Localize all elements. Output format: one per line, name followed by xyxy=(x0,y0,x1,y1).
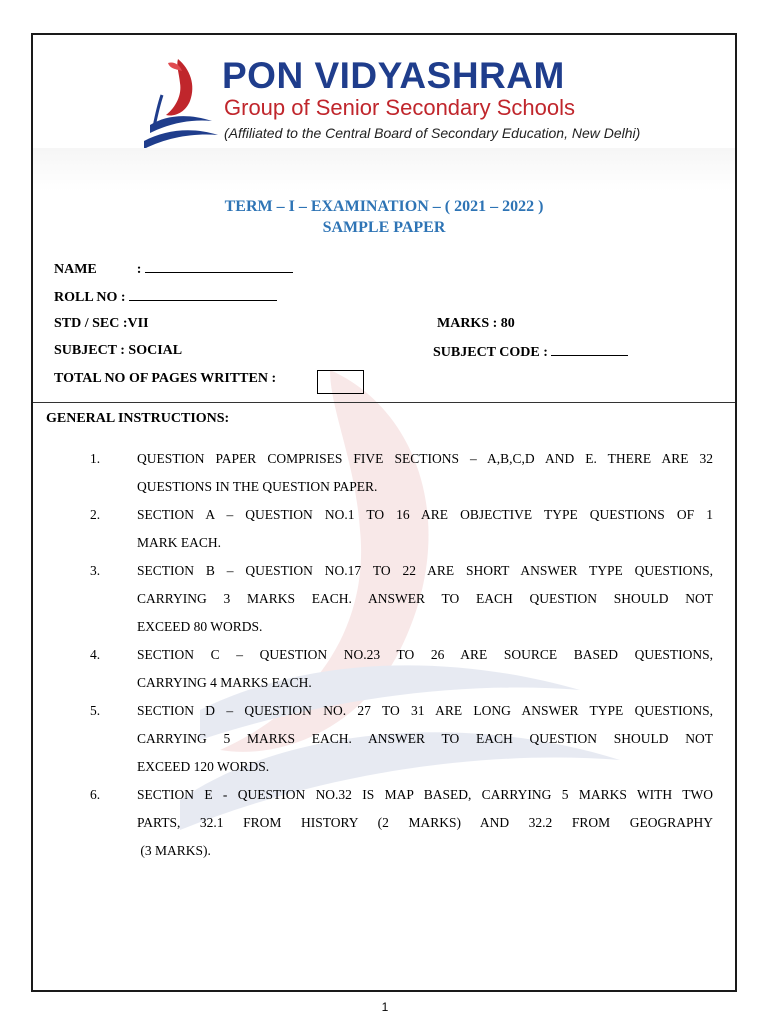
name-field xyxy=(54,260,293,278)
instruction-text xyxy=(137,445,713,501)
flame-leaf-logo-icon xyxy=(140,55,220,151)
instruction-number: 5. xyxy=(90,703,101,718)
instruction-line: SECTION B – QUESTION NO.17 TO 22 ARE SHORT ANSWER TYPE QUESTIONS, xyxy=(137,563,713,578)
roll-blank[interactable] xyxy=(129,288,277,301)
instruction-line: SECTION A – QUESTION NO.1 TO 16 ARE OBJECTIVE TYPE QUESTIONS OF 1 xyxy=(137,507,713,522)
std-sec-field: STD / SEC :VII xyxy=(54,316,149,331)
pages-field: TOTAL NO OF PAGES WRITTEN : xyxy=(54,371,277,386)
school-logo-header xyxy=(140,55,640,155)
name-label: NAME xyxy=(54,262,97,277)
instruction-number: 4. xyxy=(90,647,101,662)
instruction-line: PARTS, 32.1 FROM HISTORY (2 MARKS) AND 32.2 FROM GEOGRAPHY xyxy=(137,815,713,830)
marks-field: MARKS : 80 xyxy=(437,316,515,331)
pages-written-box[interactable] xyxy=(317,370,364,394)
instruction-number: 1. xyxy=(90,451,101,466)
page-number: 1 xyxy=(381,1000,389,1014)
instruction-line: QUESTION PAPER COMPRISES FIVE SECTIONS – A,B,C,D AND E. THERE ARE 32 xyxy=(137,451,713,466)
instruction-line: MARK EACH. xyxy=(137,535,222,550)
instruction-line: CARRYING 5 MARKS EACH. ANSWER TO EACH QUESTION SHOULD NOT xyxy=(137,731,713,746)
subject-code-label: SUBJECT CODE : xyxy=(433,345,548,360)
instruction-number: 3. xyxy=(90,563,101,578)
instruction-text xyxy=(137,781,713,865)
roll-separator: : xyxy=(120,290,126,305)
school-affiliation: (Affiliated to the Central Board of Secondary Education, New Delhi) xyxy=(224,125,641,141)
instruction-text xyxy=(137,697,713,781)
header-band xyxy=(33,148,735,192)
school-name: PON VIDYASHRAM xyxy=(222,55,565,96)
instruction-text xyxy=(137,501,713,557)
instruction-text xyxy=(137,641,713,697)
exam-subtitle: SAMPLE PAPER xyxy=(322,219,446,236)
section-divider xyxy=(33,402,735,403)
instruction-text xyxy=(137,557,713,641)
instruction-line: CARRYING 4 MARKS EACH. xyxy=(137,675,312,690)
instruction-line: (3 MARKS). xyxy=(137,843,211,858)
name-separator: : xyxy=(136,262,142,277)
subject-field: SUBJECT : SOCIAL xyxy=(54,343,183,358)
instruction-line: EXCEED 80 WORDS. xyxy=(137,619,263,634)
roll-label: ROLL NO xyxy=(54,290,118,305)
instruction-line: SECTION E - QUESTION NO.32 IS MAP BASED, CARRYING 5 MARKS WITH TWO xyxy=(137,787,713,802)
instruction-line: QUESTIONS IN THE QUESTION PAPER. xyxy=(137,479,378,494)
subject-code-field xyxy=(433,343,628,361)
exam-title: TERM – I – EXAMINATION – ( 2021 – 2022 ) xyxy=(224,198,544,215)
name-blank[interactable] xyxy=(145,260,293,273)
instruction-number: 6. xyxy=(90,787,101,802)
school-group: Group of Senior Secondary Schools xyxy=(224,95,575,120)
roll-field xyxy=(54,288,277,306)
instruction-line: SECTION C – QUESTION NO.23 TO 26 ARE SOURCE BASED QUESTIONS, xyxy=(137,647,713,662)
instruction-number: 2. xyxy=(90,507,101,522)
instruction-line: CARRYING 3 MARKS EACH. ANSWER TO EACH QUESTION SHOULD NOT xyxy=(137,591,713,606)
instruction-line: SECTION D – QUESTION NO. 27 TO 31 ARE LONG ANSWER TYPE QUESTIONS, xyxy=(137,703,713,718)
instructions-heading: GENERAL INSTRUCTIONS: xyxy=(46,411,230,426)
instruction-line: EXCEED 120 WORDS. xyxy=(137,759,270,774)
subject-code-blank[interactable] xyxy=(551,343,628,356)
